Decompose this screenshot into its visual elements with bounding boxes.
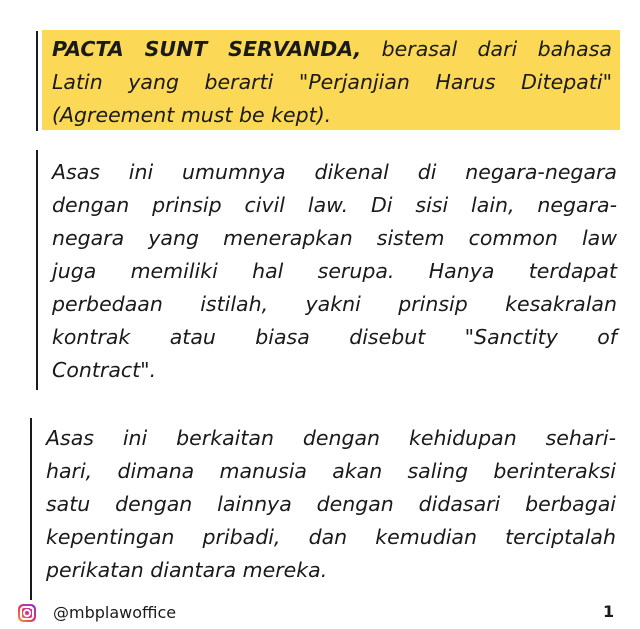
paragraph-3-line: perikatan diantara mereka. xyxy=(46,558,328,582)
paragraph-2-line: juga memiliki hal serupa. Hanya terdapat xyxy=(52,259,617,283)
paragraph-3-line: hari, dimana manusia akan saling berinteraksi xyxy=(46,459,616,483)
instagram-icon-dot xyxy=(30,607,32,609)
paragraph-2 xyxy=(52,156,617,387)
paragraph-3 xyxy=(46,422,616,587)
paragraph-2-line: Contract". xyxy=(52,358,157,382)
divider-line xyxy=(30,418,32,600)
paragraph-3-line: Asas ini berkaitan dengan kehidupan sehari- xyxy=(46,426,616,450)
paragraph-3-line: kepentingan pribadi, dan kemudian terciptalah xyxy=(46,525,616,549)
paragraph-2-line: dengan prinsip civil law. Di sisi lain, negara- xyxy=(52,193,617,217)
divider-line xyxy=(36,150,38,390)
paragraph-2-line: negara yang menerapkan sistem common law xyxy=(52,226,617,250)
paragraph-3-line: satu dengan lainnya dengan didasari berbagai xyxy=(46,492,616,516)
intro-line1-rest: berasal dari bahasa xyxy=(381,37,612,61)
intro-paragraph xyxy=(52,33,612,132)
instagram-handle: @mbplawoffice xyxy=(53,603,177,622)
divider-line xyxy=(36,31,38,131)
instagram-icon xyxy=(18,604,36,622)
paragraph-2-line: perbedaan istilah, yakni prinsip kesakralan xyxy=(52,292,617,316)
paragraph-2-line: kontrak atau biasa disebut "Sanctity of xyxy=(52,325,617,349)
intro-bold-term: PACTA SUNT SERVANDA, xyxy=(52,37,362,61)
intro-line-1 xyxy=(52,33,612,66)
page-number: 1 xyxy=(603,602,615,621)
intro-line-3: (Agreement must be kept). xyxy=(52,103,332,127)
intro-line-2: Latin yang berarti "Perjanjian Harus Ditepati" xyxy=(52,70,612,94)
paragraph-2-line: Asas ini umumnya dikenal di negara-negara xyxy=(52,160,617,184)
